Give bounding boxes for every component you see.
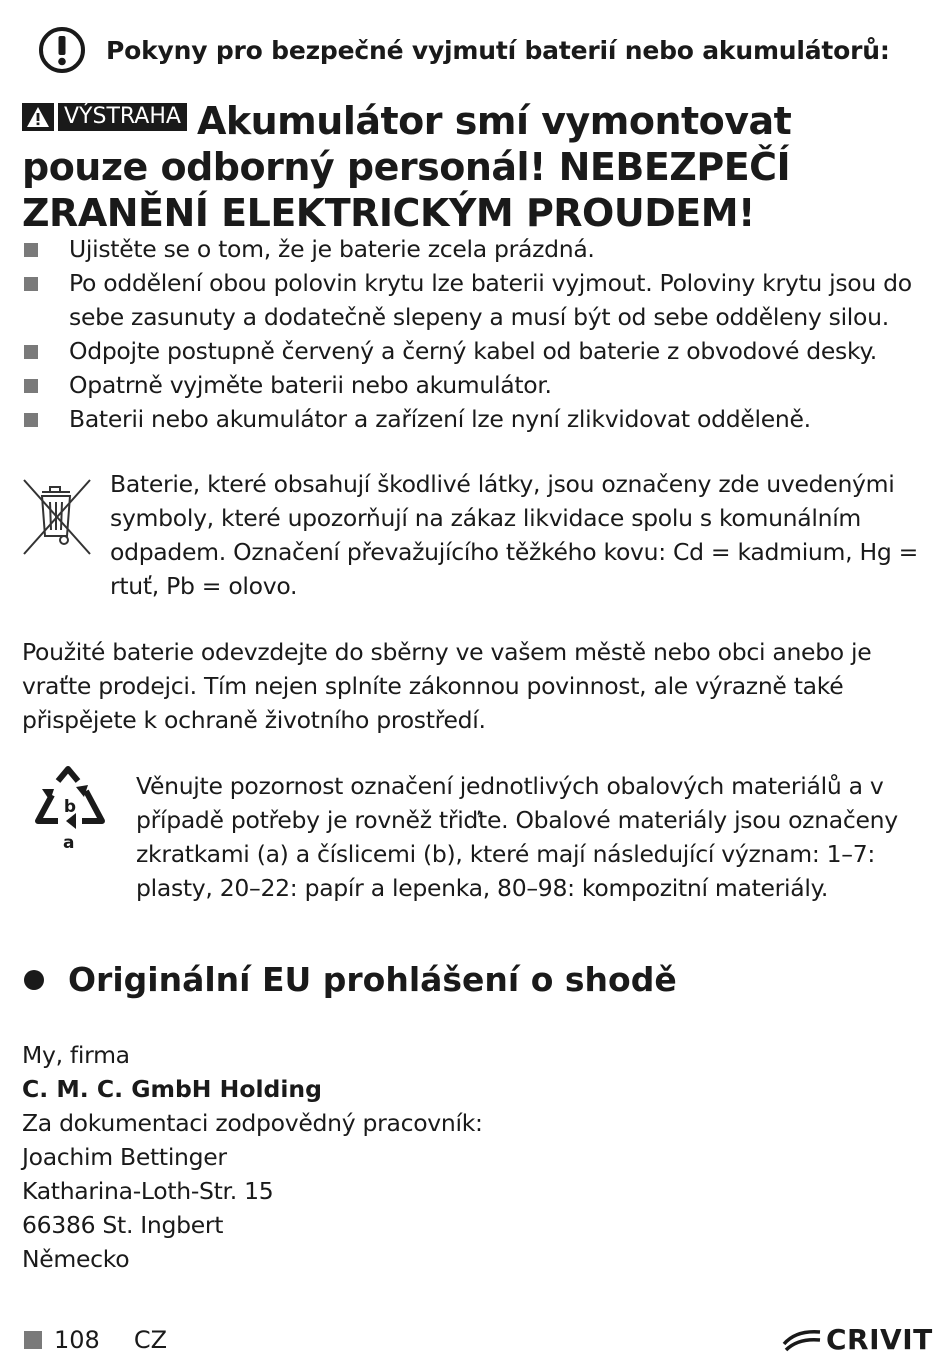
notice-title: Pokyny pro bezpečné vyjmutí baterií nebo akumulátorů: — [106, 35, 890, 65]
list-item: Baterii nebo akumulátor a zařízení lze nyní zlikvidovat odděleně. — [22, 402, 932, 436]
used-batteries-text: Použité baterie odevzdejte do sběrny ve vašem městě nebo obci anebo je vraťte prodejci. Tím nejen splníte zákonnou povinnost, ale výrazně také přispějete k ochraně životního prostředí. — [22, 638, 872, 734]
list-item: Opatrně vyjměte baterii nebo akumulátor. — [22, 368, 932, 402]
list-item: Ujistěte se o tom, že je baterie zcela prázdná. — [22, 232, 932, 266]
responsible-person-name: Joachim Bettinger — [22, 1143, 227, 1171]
declaration-section-title — [24, 960, 677, 999]
address-city: 66386 St. Ingbert — [22, 1211, 224, 1239]
brand-swoosh-icon — [782, 1328, 822, 1352]
safety-notice — [38, 26, 890, 74]
recycling-label-b: b — [63, 797, 77, 817]
footer-square-icon — [24, 1331, 42, 1349]
recycling-triangle-icon — [28, 765, 112, 857]
removal-steps-list — [22, 232, 932, 436]
company-address — [22, 1038, 483, 1276]
exclamation-circle-icon — [38, 26, 86, 74]
brand-name: CRIVIT — [826, 1323, 933, 1356]
bullet-dot-icon — [24, 970, 44, 990]
address-intro: My, firma — [22, 1041, 130, 1069]
responsible-person-label: Za dokumentaci zodpovědný pracovník: — [22, 1109, 483, 1137]
address-street: Katharina-Loth-Str. 15 — [22, 1177, 274, 1205]
recycling-label-a: a — [63, 833, 75, 853]
warning-triangle-icon — [22, 103, 54, 131]
list-item: Po oddělení obou polovin krytu lze baterii vyjmout. Poloviny krytu jsou do sebe zasunuty a dodatečně slepeny a musí být od sebe odděleny silou. — [22, 266, 932, 334]
weee-text: Baterie, které obsahují škodlivé látky, jsou označeny zde uvedenými symboly, které upozorňují na zákaz likvidace spolu s komunálním odpadem. Označení převažujícího těžkého kovu: Cd = kadmium, Hg = rtuť, Pb = olovo. — [110, 470, 919, 600]
warning-heading — [22, 98, 922, 236]
company-name: C. M. C. GmbH Holding — [22, 1075, 322, 1103]
crossed-out-wheelie-bin-icon — [20, 478, 94, 556]
warning-label: VÝSTRAHA — [58, 103, 187, 131]
declaration-title: Originální EU prohlášení o shodě — [68, 960, 677, 999]
brand-logo — [782, 1323, 933, 1356]
address-country: Německo — [22, 1245, 130, 1273]
recycling-text: Věnujte pozornost označení jednotlivých obalových materiálů a v případě potřeby je rovněž třiďte. Obalové materiály jsou označeny zkratkami (a) a číslicemi (b), které mají následující význam: 1–7: plasty, 20–22: papír a lepenka, 80–98: kompozitní materiály. — [136, 772, 898, 902]
list-item: Odpojte postupně červený a černý kabel od baterie z obvodové desky. — [22, 334, 932, 368]
warning-badge — [22, 103, 187, 131]
language-code: CZ — [133, 1326, 168, 1354]
page-footer — [24, 1326, 167, 1354]
warning-text: Akumulátor smí vymontovat pouze odborný personál! NEBEZPEČÍ ZRANĚNÍ ELEKTRICKÝM PROUDEM! — [22, 99, 792, 235]
page-number: 108 — [54, 1326, 100, 1354]
